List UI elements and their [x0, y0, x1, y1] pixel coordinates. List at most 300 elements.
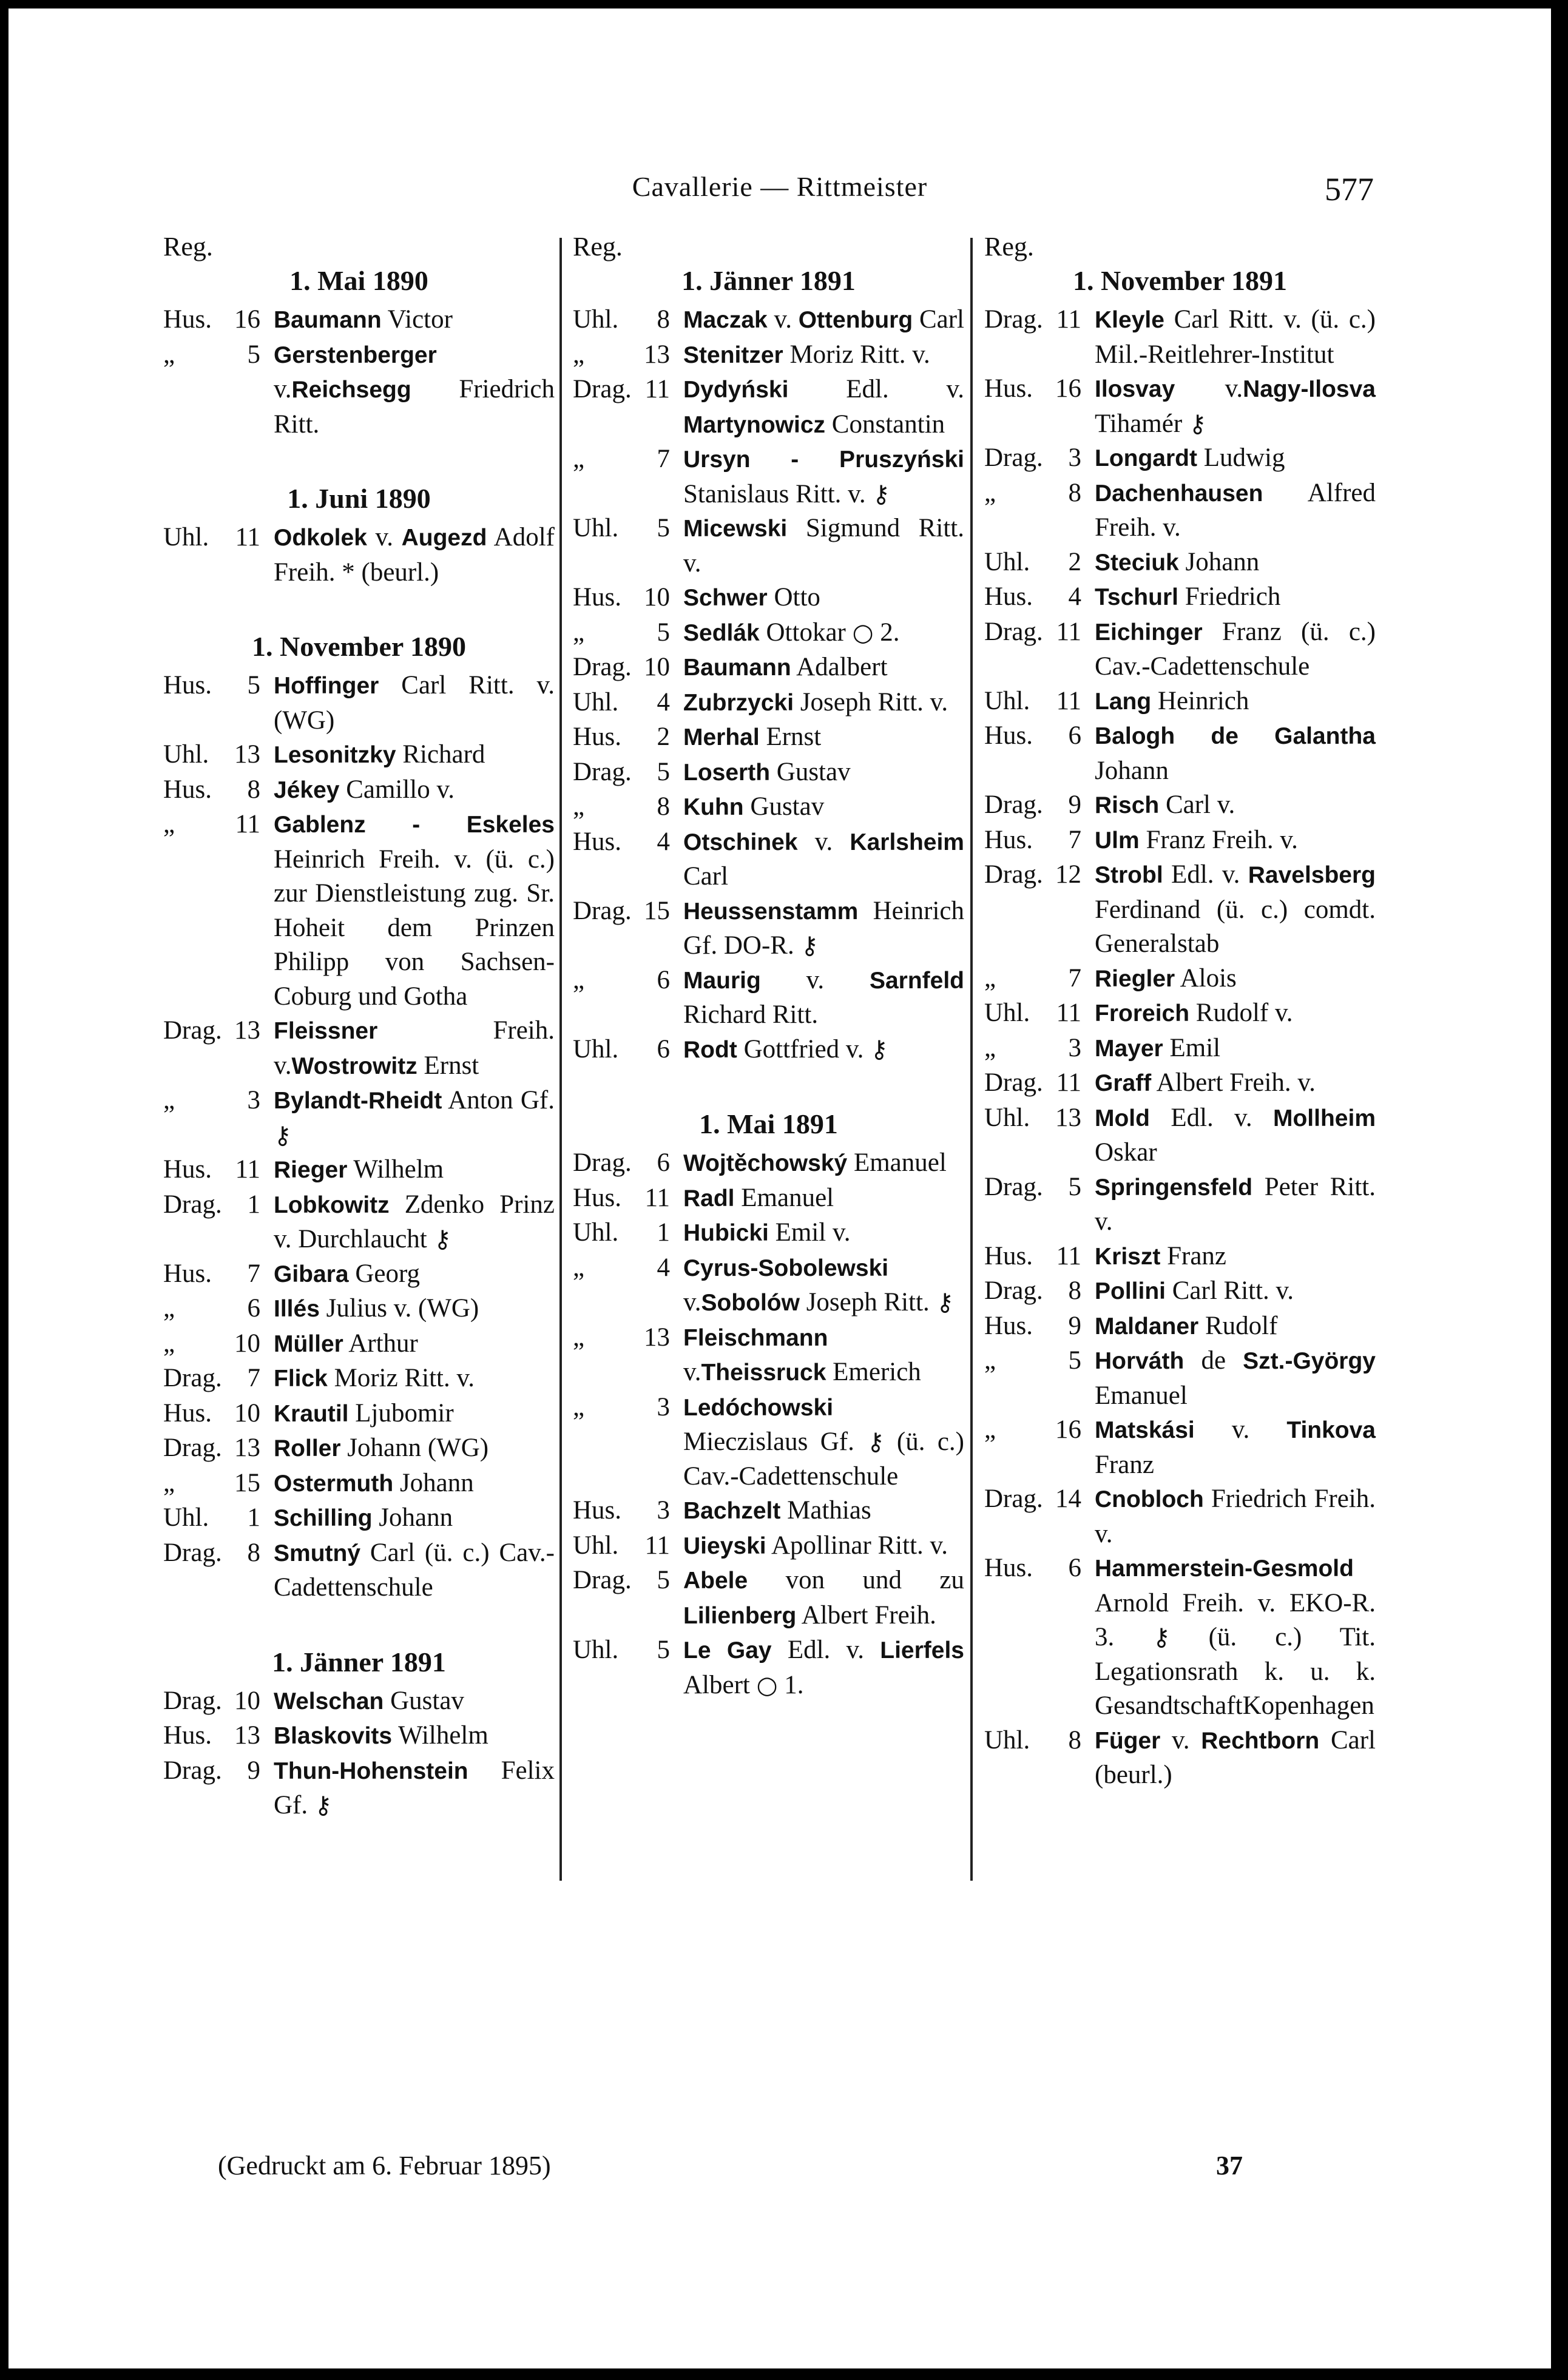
regiment-number: 1: [247, 1190, 260, 1219]
entry-row: [163, 1084, 555, 1153]
regiment-number: 2: [1068, 547, 1081, 576]
regiment-number: 1: [247, 1503, 260, 1532]
entry-detail: Emanuel: [847, 1148, 947, 1177]
entry-detail: Peter Ritt. v.: [1095, 1172, 1376, 1236]
surname: Baumann: [683, 655, 791, 681]
regiment-type: Hus.: [163, 1155, 212, 1184]
surname: Gibara: [274, 1261, 349, 1287]
regiment-type: „: [163, 1329, 175, 1358]
entry-detail: Johann: [1095, 756, 1169, 785]
entry-detail: Edl. v.: [1149, 1103, 1273, 1132]
entry-text: [274, 338, 555, 442]
entry-detail: Carl (beurl.): [1095, 1725, 1376, 1789]
entry-text: [1095, 996, 1376, 1031]
entry-detail: v.: [367, 523, 402, 551]
entry-detail: Franz Freih. v.: [1139, 825, 1298, 854]
entry-detail: Anton Gf.: [442, 1086, 555, 1114]
surname: Maurig: [683, 967, 761, 994]
regiment-type: Hus.: [163, 1259, 212, 1288]
entry-detail: Carl Ritt. v.: [1166, 1276, 1294, 1305]
surname: Odkolek: [274, 525, 367, 551]
regiment-number: 4: [657, 1253, 670, 1282]
entry-text: [683, 303, 964, 338]
surname: Tschurl: [1095, 584, 1178, 610]
entry-row: [163, 1684, 555, 1719]
entry-row: [984, 1239, 1376, 1275]
entry-row: [984, 476, 1376, 545]
surname-predicate: Lierfels: [880, 1637, 964, 1664]
entry-text: [1095, 1239, 1376, 1275]
regiment-number: 13: [644, 340, 670, 369]
entry-text: [683, 1033, 964, 1068]
entry-detail: Gustav: [743, 792, 825, 821]
entry-detail: Friedrich Freih. v.: [1095, 1485, 1376, 1548]
entry-text: [274, 1719, 555, 1754]
regiment-type: Drag.: [163, 1538, 222, 1567]
key-icon: ⚷: [870, 1035, 888, 1064]
entry-text: [683, 1563, 964, 1633]
entry-text: [683, 755, 964, 791]
surname: Graff: [1095, 1070, 1152, 1096]
entry-detail: Johann (WG): [340, 1434, 489, 1462]
entry-text: [274, 1327, 555, 1362]
entry-row: [573, 1216, 964, 1251]
entry-detail: 1.: [777, 1670, 804, 1699]
regiment-number: 6: [657, 965, 670, 994]
entry-row: [163, 1292, 555, 1327]
regiment-type: „: [984, 963, 996, 993]
entry-detail: Emil: [1163, 1033, 1221, 1062]
regiment-type: Drag.: [163, 1364, 222, 1392]
entry-detail: v.: [1194, 1415, 1287, 1444]
entry-detail: Heinrich Freih. v. (ü. c.) zur Dienstleistung zug. Sr. Hoheit dem Prinzen Philipp von Sachsen-Coburg und Gotha: [274, 844, 555, 1011]
entry-row: [163, 1536, 555, 1605]
page-number: 577: [1325, 171, 1374, 207]
surname: Ostermuth: [274, 1470, 394, 1497]
entry-detail: Carl (ü. c.) Cav.-Cadettenschule: [274, 1538, 555, 1602]
regiment-number: 4: [657, 827, 670, 856]
surname: Bachzelt: [683, 1498, 781, 1524]
regiment-number: 8: [247, 1538, 260, 1567]
regiment-number: 15: [234, 1468, 260, 1497]
surname: Lang: [1095, 688, 1152, 715]
entry-row: [573, 1146, 964, 1181]
regiment-number: 5: [657, 1636, 670, 1664]
entry-detail: Albert: [683, 1670, 750, 1699]
entry-row: [984, 1101, 1376, 1170]
regiment-type: Hus.: [984, 582, 1033, 611]
entry-text: [1095, 1482, 1376, 1551]
regiment-number: 8: [657, 305, 670, 334]
surname: Loserth: [683, 759, 771, 786]
entry-detail: Gustav: [770, 757, 851, 786]
surname: Horváth: [1095, 1348, 1184, 1374]
surname: Micewski: [683, 516, 788, 542]
entry-detail: Alois: [1175, 963, 1237, 993]
regiment-type: Drag.: [984, 443, 1043, 472]
regiment-number: 5: [247, 671, 260, 700]
key-icon: ⚷: [433, 1225, 451, 1253]
surname: Hoffinger: [274, 673, 379, 699]
regiment-number: 5: [657, 618, 670, 647]
entry-detail: Albert Freih. v.: [1151, 1068, 1316, 1097]
surname: Stenitzer: [683, 342, 783, 368]
entry-text: [274, 1397, 555, 1432]
entry-detail: von und zu: [748, 1566, 964, 1594]
surname: Illés: [274, 1296, 320, 1322]
entry-text: [683, 1216, 964, 1251]
regiment-type: „: [163, 1468, 175, 1497]
entry-text: [1095, 684, 1376, 720]
regiment-number: 5: [1068, 1346, 1081, 1375]
regiment-type: Hus.: [163, 305, 212, 334]
surname: Flick: [274, 1366, 328, 1392]
regiment-type: „: [573, 1253, 585, 1282]
entry-row: [573, 755, 964, 791]
surname: Steciuk: [1095, 549, 1179, 576]
entry-detail: Gottfried v.: [737, 1034, 864, 1064]
entry-detail: (ü. c.) Tit. Legationsrath k. u. k. GesandtschaftKopenhagen: [1095, 1623, 1376, 1720]
entry-text: [683, 581, 964, 616]
regiment-type: Hus.: [984, 1554, 1033, 1582]
entry-row: [573, 1529, 964, 1564]
regiment-type: „: [984, 1415, 996, 1444]
regiment-type: Drag.: [573, 653, 632, 681]
surname: Bylandt-Rheidt: [274, 1088, 442, 1114]
entry-text: [683, 790, 964, 825]
surname: Ursyn - Pruszyński: [683, 447, 964, 473]
entry-row: [163, 1361, 555, 1397]
date-heading: 1. November 1890: [251, 631, 467, 662]
key-icon: ⚷: [800, 932, 819, 960]
regiment-type: Uhl.: [984, 686, 1030, 715]
regiment-number: 11: [235, 810, 260, 838]
entry-text: [1095, 858, 1376, 962]
entry-text: [274, 1153, 555, 1188]
surname-predicate: Mollheim: [1272, 1105, 1376, 1131]
entry-row: [163, 1014, 555, 1084]
entry-detail: Georg: [348, 1259, 420, 1288]
column-3: [984, 230, 1376, 1793]
regiment-number: 5: [657, 1566, 670, 1594]
entry-row: [984, 1066, 1376, 1101]
surname: Krautil: [274, 1400, 349, 1427]
entry-text: [274, 1754, 555, 1823]
surname: Kuhn: [683, 794, 744, 820]
surname-predicate: Sarnfeld: [869, 967, 964, 994]
entry-detail: Ferdinand (ü. c.) comdt. Generalstab: [1095, 895, 1376, 958]
regiment-number: 11: [1056, 1241, 1081, 1270]
regiment-number: 13: [234, 1721, 260, 1750]
surname: Smutný: [274, 1540, 361, 1566]
surname: Cnobloch: [1095, 1486, 1204, 1512]
regiment-type: Hus.: [163, 1721, 212, 1750]
surname-predicate: Theissruck: [701, 1360, 826, 1386]
regiment-number: 6: [1068, 721, 1081, 750]
entry-detail: Franz (ü. c.) Cav.-Cadettenschule: [1095, 617, 1376, 681]
regiment-type: Hus.: [573, 583, 622, 612]
entry-row: [573, 373, 964, 442]
regiment-number: 16: [1055, 374, 1081, 403]
entry-detail: Moriz Ritt. v.: [783, 340, 930, 369]
entry-detail: Adalbert: [791, 653, 888, 681]
regiment-type: Drag.: [573, 896, 632, 925]
entry-row: [984, 1031, 1376, 1067]
entry-row: [163, 1754, 555, 1823]
entry-detail: Ernst: [417, 1051, 479, 1080]
entry-row: [984, 580, 1376, 615]
surname: Hubicki: [683, 1220, 769, 1246]
regiment-type: Uhl.: [573, 1218, 619, 1247]
regiment-type: „: [573, 965, 585, 994]
entry-row: [573, 1033, 964, 1068]
regiment-type: Hus.: [984, 825, 1033, 854]
regiment-number: 4: [1068, 582, 1081, 611]
column-divider: [559, 238, 562, 1881]
entry-row: [163, 1719, 555, 1754]
regiment-type: Drag.: [163, 1190, 222, 1219]
entry-text: [274, 1466, 555, 1502]
surname: Welschan: [274, 1688, 384, 1714]
regiment-type: Hus.: [984, 721, 1033, 750]
surname: Baumann: [274, 307, 382, 333]
decoration-circle-icon: ○: [852, 618, 874, 647]
entry-text: [683, 686, 964, 721]
surname: Uieyski: [683, 1532, 766, 1559]
surname: Otschinek: [683, 829, 798, 855]
entry-text: [1095, 1274, 1376, 1309]
date-heading: 1. Juni 1890: [287, 483, 431, 514]
entry-text: [683, 616, 964, 651]
regiment-number: 16: [1055, 1415, 1081, 1444]
entry-row: [163, 1431, 555, 1466]
regiment-type: Uhl.: [163, 523, 209, 551]
entry-row: [573, 963, 964, 1033]
surname: Sedlák: [683, 619, 760, 646]
entry-detail: v.: [760, 965, 870, 994]
entry-text: [1095, 1344, 1376, 1413]
surname: Ulm: [1095, 827, 1140, 854]
entry-row: [984, 719, 1376, 788]
entry-text: [1095, 476, 1376, 545]
surname: Riegler: [1095, 965, 1175, 992]
entry-row: [163, 1153, 555, 1188]
entry-text: [683, 1529, 964, 1564]
regiment-type: Uhl.: [984, 1725, 1030, 1755]
regiment-number: 6: [657, 1148, 670, 1177]
entry-detail: Joseph Ritt. v.: [794, 687, 948, 716]
entry-detail: Friedrich: [1178, 582, 1281, 611]
surname: Roller: [274, 1435, 341, 1461]
entry-row: [573, 894, 964, 963]
print-date-footer: (Gedruckt am 6. Februar 1895): [218, 2151, 551, 2180]
entry-row: [984, 303, 1376, 372]
entry-text: [274, 1084, 555, 1153]
regiment-type: Drag.: [163, 1686, 222, 1715]
surname-predicate: Ravelsberg: [1248, 862, 1376, 888]
entry-row: [984, 823, 1376, 858]
regiment-number: 13: [644, 1323, 670, 1352]
regiment-type: Uhl.: [573, 1034, 619, 1064]
entry-detail: Carl v.: [1159, 791, 1235, 819]
regiment-number: 11: [1056, 617, 1081, 646]
entry-detail: Apollinar Ritt. v.: [766, 1531, 948, 1560]
entry-detail: Johann: [393, 1468, 474, 1497]
entry-detail: Richard Ritt.: [683, 1000, 819, 1029]
regiment-type: Uhl.: [573, 687, 619, 716]
entry-text: [1095, 1724, 1376, 1793]
regiment-number: 5: [657, 757, 670, 786]
entry-detail: (ü. c.) Cav.-Cadettenschule: [683, 1428, 964, 1491]
surname: Risch: [1095, 792, 1160, 818]
entry-detail: Emanuel: [1095, 1381, 1188, 1410]
key-icon: ⚷: [867, 1428, 885, 1456]
surname: Schwer: [683, 585, 768, 611]
entry-row: [573, 1563, 964, 1633]
entry-text: [1095, 545, 1376, 581]
regiment-number: 15: [644, 896, 670, 925]
sheet-number: 37: [1216, 2151, 1243, 2180]
entry-detail: Emil v.: [768, 1218, 851, 1247]
regiment-type: „: [573, 1392, 585, 1421]
regiment-number: 11: [235, 1155, 260, 1184]
regiment-number: 16: [234, 305, 260, 334]
entry-row: [984, 1551, 1376, 1724]
surname-predicate: Reichsegg: [291, 377, 411, 403]
entry-row: [163, 1466, 555, 1502]
entry-row: [163, 807, 555, 1014]
entry-text: [274, 1536, 555, 1605]
entry-detail: Arnold Freih. v. EKO-R. 3.: [1095, 1588, 1376, 1651]
surname: Longardt: [1095, 445, 1197, 471]
document-page: [8, 8, 1551, 2368]
regiment-number: 10: [234, 1329, 260, 1358]
entry-row: [984, 1413, 1376, 1482]
regiment-number: 12: [1055, 860, 1081, 889]
entry-row: [984, 1309, 1376, 1344]
entry-text: [274, 303, 555, 338]
surname: Froreich: [1095, 1000, 1190, 1027]
entry-detail: Freih. v.: [274, 1016, 555, 1080]
entry-text: [274, 1257, 555, 1292]
entry-row: [984, 788, 1376, 823]
regiment-number: 7: [247, 1364, 260, 1392]
entry-detail: Franz: [1095, 1450, 1154, 1479]
regiment-number: 3: [1068, 1033, 1081, 1062]
entry-detail: Otto: [767, 583, 820, 612]
regiment-type: Uhl.: [984, 999, 1030, 1027]
regiment-number: 2: [657, 723, 670, 751]
entry-row: [984, 372, 1376, 441]
entry-text: [683, 650, 964, 686]
entry-detail: Emerich: [826, 1358, 921, 1386]
regiment-type: „: [573, 340, 585, 369]
entry-text: [683, 1146, 964, 1181]
regiment-number: 5: [657, 514, 670, 542]
entry-detail: Richard: [396, 740, 485, 769]
entry-text: [274, 669, 555, 738]
surname: Fleissner: [274, 1018, 378, 1044]
regiment-number: 10: [234, 1686, 260, 1715]
surname: Füger: [1095, 1727, 1161, 1754]
entry-text: [1095, 1031, 1376, 1067]
regiment-type: Drag.: [163, 1434, 222, 1462]
entry-detail: Ernst: [759, 723, 822, 751]
entry-detail: de: [1184, 1346, 1243, 1375]
regiment-type: Drag.: [984, 1485, 1043, 1513]
key-icon: ⚷: [314, 1792, 333, 1819]
regiment-number: 11: [644, 1183, 670, 1212]
entry-text: [683, 1391, 964, 1494]
entry-detail: Heinrich: [1151, 686, 1249, 715]
entry-row: [573, 650, 964, 686]
surname: Fleischmann: [683, 1324, 828, 1351]
entry-detail: v.: [797, 827, 850, 856]
surname: Mayer: [1095, 1035, 1163, 1062]
regiment-type: „: [163, 1086, 175, 1114]
regiment-type: Drag.: [573, 1148, 632, 1177]
regiment-type: „: [984, 1346, 996, 1375]
regiment-number: 9: [1068, 1311, 1081, 1340]
regiment-type: „: [573, 445, 585, 473]
regiment-type: Uhl.: [573, 1636, 619, 1664]
regiment-number: 3: [247, 1086, 260, 1114]
date-heading: 1. Mai 1890: [289, 265, 428, 296]
entry-detail: Victor: [381, 305, 453, 334]
entry-row: [984, 684, 1376, 720]
entry-row: [984, 1170, 1376, 1239]
entry-row: [163, 773, 555, 808]
entry-row: [984, 996, 1376, 1031]
regiment-number: 11: [1056, 999, 1081, 1027]
key-icon: ⚷: [1188, 410, 1207, 438]
entry-detail: v.: [1175, 374, 1243, 403]
entry-text: [1095, 1413, 1376, 1482]
entry-text: [274, 807, 555, 1014]
surname: Ilosvay: [1095, 376, 1175, 402]
entry-row: [573, 825, 964, 894]
entry-text: [683, 825, 964, 894]
entry-text: [1095, 303, 1376, 372]
regiment-number: 3: [657, 1392, 670, 1421]
entry-text: [274, 1361, 555, 1397]
regiment-type: Drag.: [573, 757, 632, 786]
regiment-type: „: [163, 1294, 175, 1323]
surname: Blaskovits: [274, 1723, 393, 1749]
entry-detail: 2.: [873, 618, 900, 647]
entry-text: [1095, 823, 1376, 858]
entry-text: [683, 442, 964, 511]
entry-detail: Albert Freih.: [796, 1600, 936, 1630]
entry-text: [1095, 1170, 1376, 1239]
regiment-type: Drag.: [984, 617, 1043, 646]
entry-row: [984, 1274, 1376, 1309]
surname: Springensfeld: [1095, 1174, 1253, 1201]
entry-detail: v.: [274, 375, 292, 403]
regiment-type: Hus.: [573, 1496, 622, 1525]
entry-text: [274, 1684, 555, 1719]
surname-predicate: Lilienberg: [683, 1602, 797, 1629]
regiment-type: Drag.: [163, 1756, 222, 1785]
entry-detail: Felix Gf.: [274, 1756, 555, 1819]
regiment-type: Uhl.: [163, 1503, 209, 1532]
surname: Mold: [1095, 1105, 1150, 1131]
surname: Kleyle: [1095, 307, 1164, 333]
regiment-type: Drag.: [984, 1068, 1043, 1097]
entry-text: [683, 1321, 964, 1391]
page-header-title: Cavallerie — Rittmeister: [632, 171, 928, 202]
entry-detail: Franz: [1160, 1241, 1227, 1270]
